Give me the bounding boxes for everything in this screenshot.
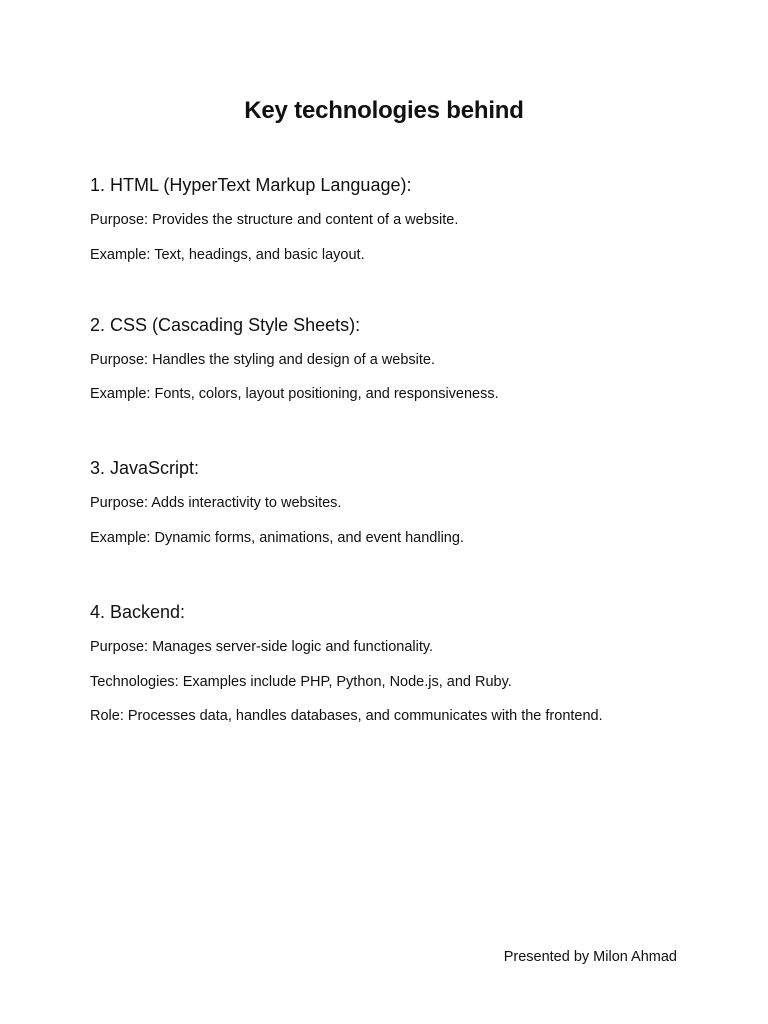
- section-heading-javascript: 3. JavaScript:: [90, 458, 200, 478]
- section-heading-css: 2. CSS (Cascading Style Sheets):: [90, 315, 361, 335]
- section-backend-role: Role: Processes data, handles databases, and communicates with the frontend.: [90, 708, 603, 724]
- section-backend-technologies: Technologies: Examples include PHP, Python, Node.js, and Ruby.: [90, 674, 512, 690]
- presenter-credit: Presented by Milon Ahmad: [503, 949, 677, 965]
- section-heading-html: 1. HTML (HyperText Markup Language):: [90, 175, 412, 195]
- section-heading-backend: 4. Backend:: [90, 602, 186, 622]
- section-javascript-purpose: Purpose: Adds interactivity to websites.: [90, 495, 342, 511]
- section-backend-purpose: Purpose: Manages server-side logic and functionality.: [90, 639, 434, 655]
- section-css-example: Example: Fonts, colors, layout positioning, and responsiveness.: [90, 386, 499, 402]
- section-html-purpose: Purpose: Provides the structure and content of a website.: [90, 212, 459, 228]
- page-title: Key technologies behind: [244, 97, 524, 124]
- section-html-example: Example: Text, headings, and basic layout.: [90, 247, 365, 263]
- section-css-purpose: Purpose: Handles the styling and design of a website.: [90, 352, 435, 368]
- section-javascript-example: Example: Dynamic forms, animations, and event handling.: [90, 530, 464, 546]
